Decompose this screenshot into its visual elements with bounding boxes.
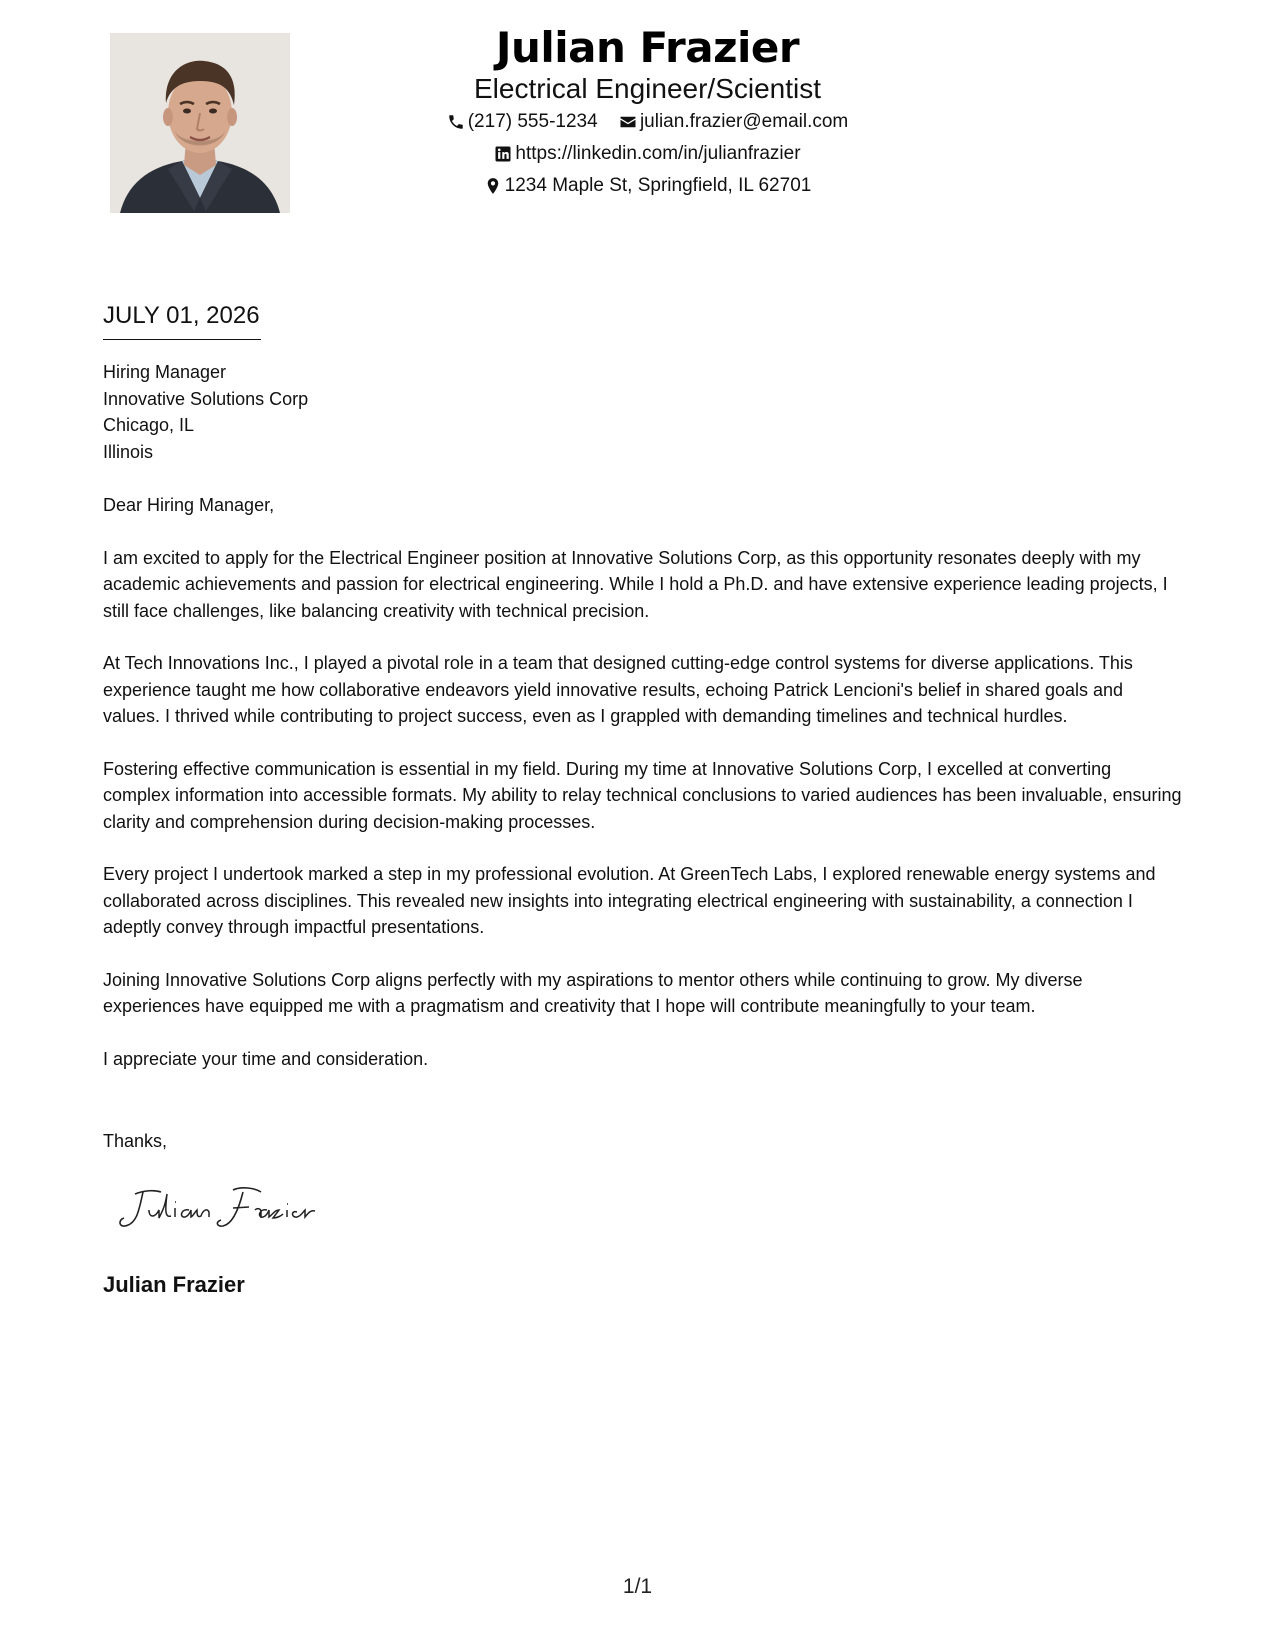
body-paragraph: I appreciate your time and consideration. [103,1048,429,1069]
linkedin-url: https://linkedin.com/in/julianfrazier [515,143,801,165]
recipient-block [103,359,308,465]
date-underline [103,339,261,340]
postal-address: 1234 Maple St, Springfield, IL 62701 [504,175,812,197]
body-paragraph: Every project I undertook marked a step in my professional evolution. At GreenTech Labs, I explored renewable energy systems and collaborated across disciplines. This revealed new insights into integrating electrical engineering with sustainability, a connection I adeptly convey through impactful presentations. [103,864,1156,937]
email-contact[interactable] [619,106,848,138]
header [370,20,925,202]
map-pin-icon [484,177,502,195]
phone-icon [447,113,465,131]
profile-photo [110,33,290,213]
contact-line-address [370,170,925,202]
address-contact [484,170,812,202]
linkedin-contact[interactable] [494,138,800,170]
contact-line-linkedin [370,138,925,170]
applicant-name: Julian Frazier [495,23,800,72]
contact-line-phone-email [370,106,925,138]
phone-number: (217) 555-1234 [467,111,598,132]
body-paragraph: I am excited to apply for the Electrical Engineer position at Innovative Solutions Corp, as this opportunity resonates deeply with my academic achievements and passion for electrical engineering. While I hold a Ph.D. and have extensive experience leading projects, I still face challenges, like balancing creativity with technical precision. [103,547,1168,621]
linkedin-icon [494,145,512,163]
recipient-line: Chicago, IL [103,415,195,435]
salutation: Dear Hiring Manager, [103,495,275,515]
envelope-icon [619,113,637,131]
phone-contact[interactable] [447,106,598,138]
closing: Thanks, [103,1131,168,1151]
body-paragraph: At Tech Innovations Inc., I played a pivotal role in a team that designed cutting-edge control systems for diverse applications. This experience taught me how collaborative endeavors yield innovative results, echoing Patrick Lencioni's belief in shared goals and values. I thrived while contributing to project success, even as I grappled with demanding timelines and technical hurdles. [103,653,1133,726]
page-number: 1/1 [622,1575,653,1598]
body-paragraph: Fostering effective communication is essential in my field. During my time at Innovative Solutions Corp, I excelled at converting complex information into accessible formats. My ability to relay technical conclusions to varied audiences has been invaluable, ensuring clarity and comprehension during decision-making processes. [103,758,1182,832]
recipient-line: Illinois [103,441,154,462]
recipient-line: Innovative Solutions Corp [103,388,309,409]
email-address: julian.frazier@email.com [639,111,849,132]
handwritten-signature [115,1180,355,1240]
applicant-title: Electrical Engineer/Scientist [473,73,822,104]
letter-body [103,492,1183,1098]
signer-name: Julian Frazier [103,1272,245,1297]
recipient-line: Hiring Manager [103,362,227,382]
body-paragraph: Joining Innovative Solutions Corp aligns perfectly with my aspirations to mentor others while continuing to grow. My diverse experiences have equipped me with a pragmatism and creativity that I hope will contribute meaningfully to your team. [103,969,1083,1016]
letter-date: JULY 01, 2026 [103,302,260,329]
